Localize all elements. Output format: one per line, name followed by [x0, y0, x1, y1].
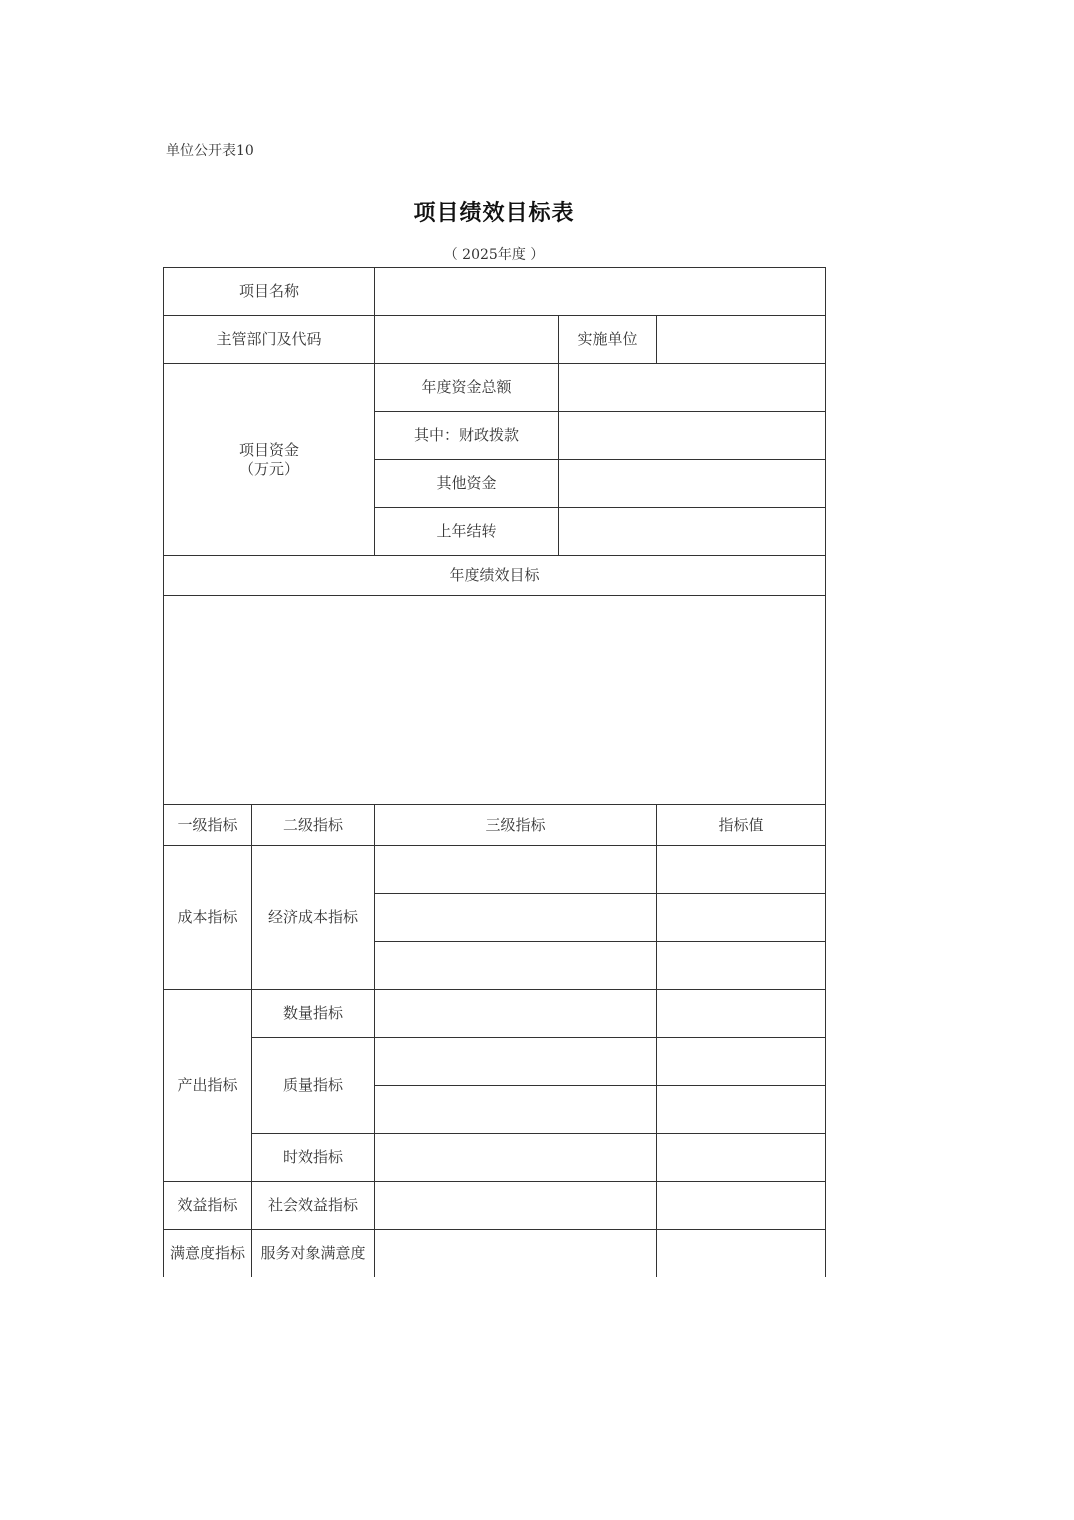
- satisfaction-level1: 满意度指标: [164, 1230, 252, 1277]
- indicator-level3-cell[interactable]: [375, 1038, 657, 1086]
- row-funds-total: [164, 364, 826, 412]
- quality-level2: 质量指标: [252, 1038, 375, 1134]
- indicator-level3-cell[interactable]: [375, 1086, 657, 1134]
- dept-label: 主管部门及代码: [164, 316, 375, 364]
- funds-row-label: 上年结转: [375, 508, 559, 556]
- indicator-value-cell[interactable]: [657, 846, 826, 894]
- row-benefit: [164, 1182, 826, 1230]
- indicator-level3-cell[interactable]: [375, 1230, 657, 1277]
- indicator-level3-cell[interactable]: [375, 894, 657, 942]
- header-value: 指标值: [657, 805, 826, 846]
- benefit-level2: 社会效益指标: [252, 1182, 375, 1230]
- indicator-level3-cell[interactable]: [375, 846, 657, 894]
- row-project-name: [164, 268, 826, 316]
- row-cost-1: [164, 846, 826, 894]
- project-name-value[interactable]: [375, 268, 826, 316]
- header-level1: 一级指标: [164, 805, 252, 846]
- annual-goal-label: 年度绩效目标: [164, 556, 826, 596]
- cost-level2: 经济成本指标: [252, 846, 375, 990]
- funds-label-line1: 项目资金: [239, 440, 300, 459]
- row-output-quantity: [164, 990, 826, 1038]
- row-goal-header: [164, 556, 826, 596]
- indicator-level3-cell[interactable]: [375, 1134, 657, 1182]
- funds-row-value[interactable]: [559, 460, 826, 508]
- funds-row-label: 年度资金总额: [375, 364, 559, 412]
- dept-value[interactable]: [375, 316, 559, 364]
- indicator-value-cell[interactable]: [657, 1182, 826, 1230]
- funds-row-label: 其他资金: [375, 460, 559, 508]
- indicator-value-cell[interactable]: [657, 1086, 826, 1134]
- performance-target-table: [163, 267, 826, 1277]
- indicator-value-cell[interactable]: [657, 894, 826, 942]
- page-title: 项目绩效目标表: [413, 200, 575, 226]
- benefit-level1: 效益指标: [164, 1182, 252, 1230]
- funds-row-value[interactable]: [559, 412, 826, 460]
- impl-unit-value[interactable]: [657, 316, 826, 364]
- row-department: [164, 316, 826, 364]
- quantity-level2: 数量指标: [252, 990, 375, 1038]
- indicator-level3-cell[interactable]: [375, 1182, 657, 1230]
- row-indicator-headers: [164, 805, 826, 846]
- indicator-value-cell[interactable]: [657, 1230, 826, 1277]
- row-goal-content: [164, 596, 826, 805]
- funds-label: [164, 364, 375, 556]
- cost-level1: 成本指标: [164, 846, 252, 990]
- output-level1: 产出指标: [164, 990, 252, 1182]
- row-satisfaction: [164, 1230, 826, 1277]
- satisfaction-level2: 服务对象满意度: [252, 1230, 375, 1277]
- funds-row-value[interactable]: [559, 508, 826, 556]
- indicator-value-cell[interactable]: [657, 1134, 826, 1182]
- indicator-value-cell[interactable]: [657, 990, 826, 1038]
- form-number: 单位公开表10: [166, 143, 254, 159]
- row-output-timeliness: [164, 1134, 826, 1182]
- timeliness-level2: 时效指标: [252, 1134, 375, 1182]
- row-output-quality-1: [164, 1038, 826, 1086]
- indicator-value-cell[interactable]: [657, 1038, 826, 1086]
- funds-label-line2: （万元）: [239, 459, 300, 478]
- year-subtitle: （ 2025年度 ）: [443, 247, 545, 263]
- annual-goal-content[interactable]: [164, 596, 826, 805]
- header-level2: 二级指标: [252, 805, 375, 846]
- indicator-level3-cell[interactable]: [375, 990, 657, 1038]
- funds-row-label: 其中：财政拨款: [375, 412, 559, 460]
- impl-unit-label: 实施单位: [559, 316, 657, 364]
- indicator-level3-cell[interactable]: [375, 942, 657, 990]
- indicator-value-cell[interactable]: [657, 942, 826, 990]
- project-name-label: 项目名称: [164, 268, 375, 316]
- header-level3: 三级指标: [375, 805, 657, 846]
- funds-row-value[interactable]: [559, 364, 826, 412]
